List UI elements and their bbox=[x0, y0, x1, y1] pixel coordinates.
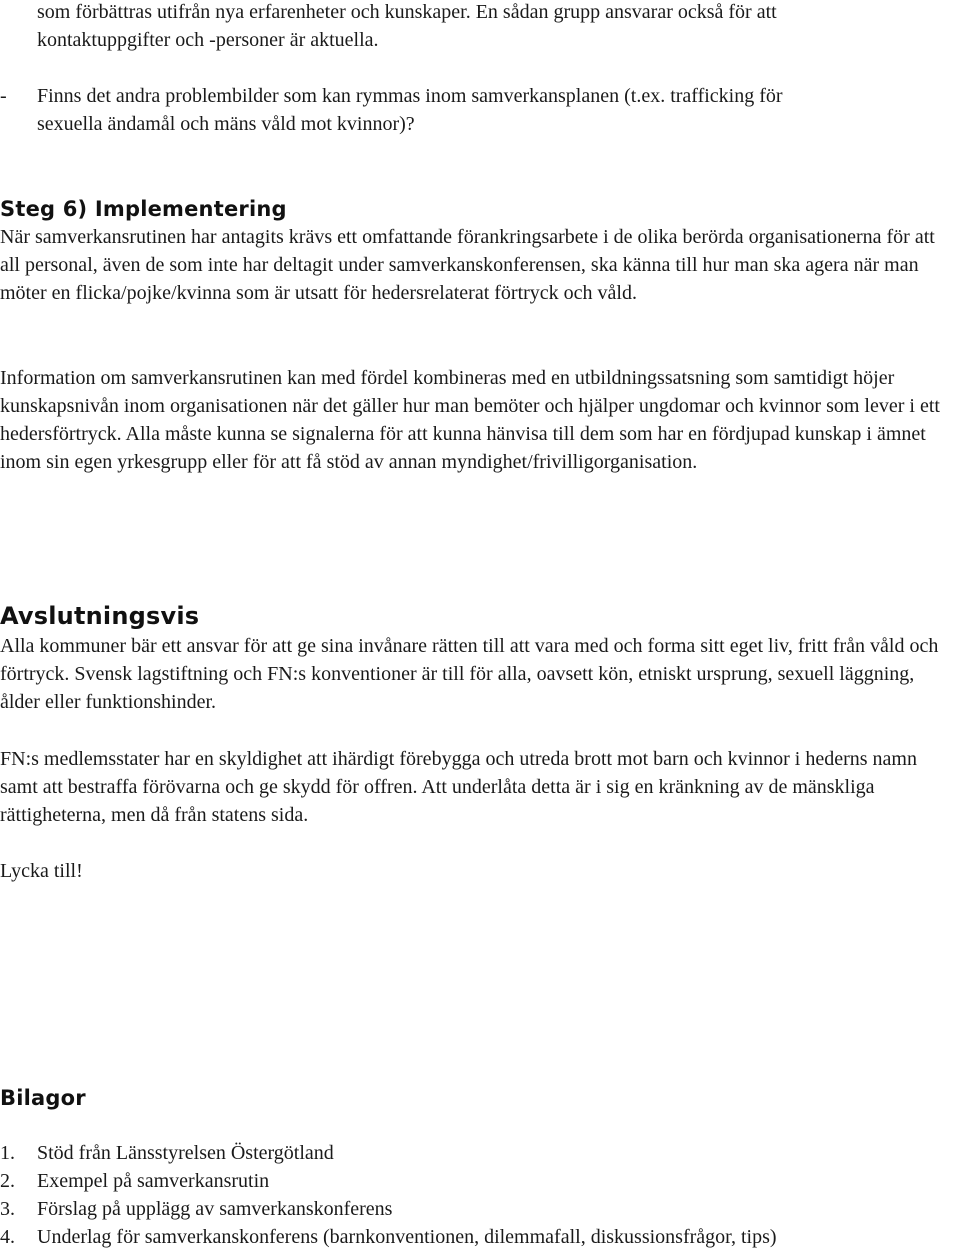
appendices-section bbox=[0, 1083, 956, 1113]
closing-paragraph-2: FN:s medlemsstater har en skyldighet att ihärdigt förebygga och utreda brott mot barn och kvinnor i hederns namn samt att bestraffa förövarna och ge skydd för offren. Att underlåta detta är i sig en kränkning av de mänskliga rättigheterna, men då från statens sida. bbox=[0, 748, 917, 826]
intro-continued-line-1: som förbättras utifrån nya erfarenheter och kunskaper. En sådan grupp ansvarar också för att bbox=[37, 1, 777, 23]
list-item-text: Stöd från Länsstyrelsen Östergötland bbox=[37, 1142, 334, 1164]
intro-continued-line-2: kontaktuppgifter och -personer är aktuella. bbox=[37, 29, 379, 51]
list-item-number: 2. bbox=[0, 1170, 15, 1192]
step6-heading: Steg 6) Implementering bbox=[0, 197, 287, 221]
step6-paragraph-1: När samverkansrutinen har antagits krävs ett omfattande förankringsarbete i de olika berörda organisationerna för att all personal, även de som inte har deltagit under samverkanskonferensen, ska känna till hur man ska agera när man möter en flicka/pojke/kvinna som är utsatt för hedersrelaterat förtryck och våld. bbox=[0, 226, 935, 304]
list-item bbox=[0, 1223, 956, 1251]
list-item-number: 3. bbox=[0, 1198, 15, 1220]
closing-section bbox=[0, 600, 956, 632]
closing-paragraph-1: Alla kommuner bär ett ansvar för att ge sina invånare rätten till att vara med och forma sitt eget liv, fritt från våld och förtryck. Svensk lagstiftning och FN:s konventioner är till för alla, oavsett kön, etniskt ursprung, sexuell läggning, ålder eller funktionshinder. bbox=[0, 635, 939, 713]
closing-signoff: Lycka till! bbox=[0, 860, 83, 882]
step6-paragraph-2: Information om samverkansrutinen kan med fördel kombineras med en utbildningssatsning som samtidigt höjer kunskapsnivån inom organisationen när det gäller hur man bemöter och hjälper ungdomar och kvinnor som lever i ett hedersförtryck. Alla måste kunna se signalerna för att kunna hänvisa till dem som har en fördjupad kunskap i ämnet inom sin egen yrkesgrupp eller för att få stöd av annan myndighet/frivilligorganisation. bbox=[0, 367, 940, 473]
list-item bbox=[0, 1195, 956, 1223]
appendices-list bbox=[0, 1139, 956, 1251]
intro-bullet-line-1: Finns det andra problembilder som kan rymmas inom samverkansplanen (t.ex. trafficking för bbox=[37, 85, 783, 107]
intro-bullet-line-2: sexuella ändamål och mäns våld mot kvinnor)? bbox=[37, 113, 415, 135]
list-item-text: Förslag på upplägg av samverkanskonferens bbox=[37, 1198, 393, 1220]
list-item bbox=[0, 1139, 956, 1167]
bullet-dash: - bbox=[0, 85, 7, 107]
step6-section bbox=[0, 194, 956, 224]
intro-bullet-item bbox=[0, 82, 956, 138]
list-item-number: 4. bbox=[0, 1226, 15, 1248]
list-item-number: 1. bbox=[0, 1142, 15, 1164]
list-item-text: Underlag för samverkanskonferens (barnkonventionen, dilemmafall, diskussionsfrågor, tips) bbox=[37, 1226, 777, 1248]
appendices-heading: Bilagor bbox=[0, 1086, 86, 1110]
closing-heading: Avslutningsvis bbox=[0, 602, 200, 630]
list-item-text: Exempel på samverkansrutin bbox=[37, 1170, 270, 1192]
list-item bbox=[0, 1167, 956, 1195]
intro-continued-item bbox=[0, 0, 960, 54]
